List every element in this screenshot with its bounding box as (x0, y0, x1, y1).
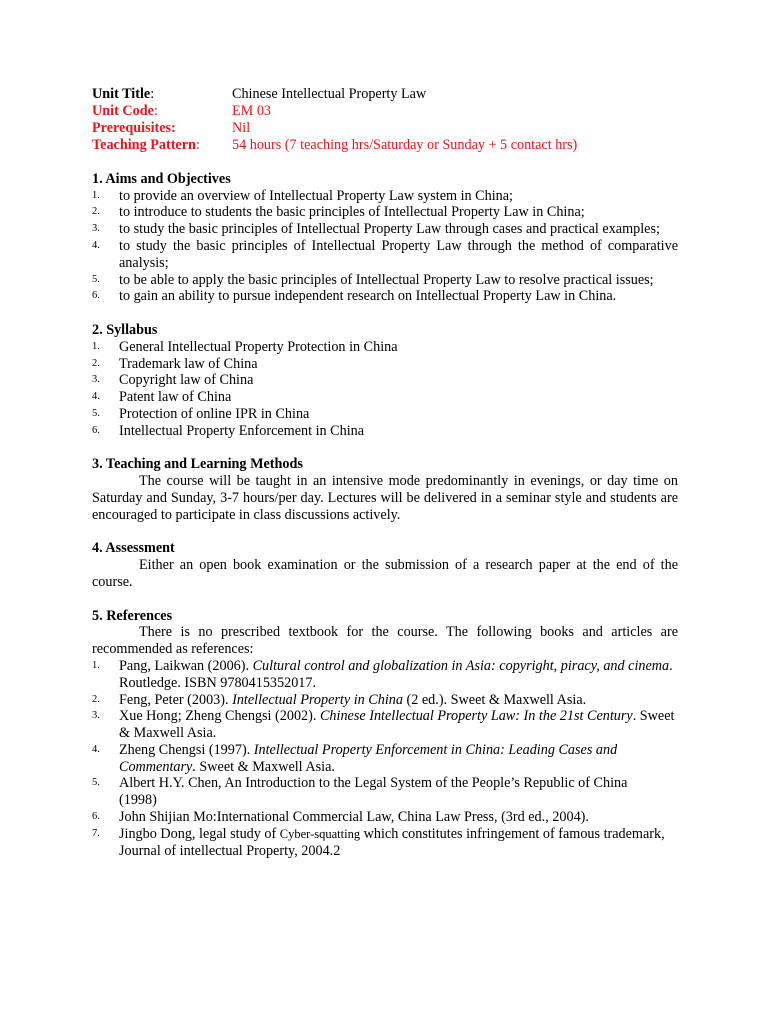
teaching-heading: 3. Teaching and Learning Methods (92, 456, 303, 473)
list-item: 4. Patent law of China (92, 389, 232, 406)
list-item: 3. Xue Hong; Zheng Chengsi (2002). Chinese Intellectual Property Law: In the 21st Century. Sweet & Maxwell Asia. (92, 708, 675, 742)
teaching-paragraph: The course will be taught in an intensive mode predominantly in evenings, or day time on Saturday and Sunday, 3-7 hours/per day. Lectures will be delivered in a seminar style and students are encouraged to participate in class discussions actively. (92, 473, 678, 523)
aims-section (92, 171, 678, 305)
unit-code-value: EM 03 (232, 103, 272, 119)
assessment-heading: 4. Assessment (92, 540, 175, 557)
list-item: 3. to study the basic principles of Intellectual Property Law through cases and practical examples; (92, 221, 660, 238)
list-item: 5. Protection of online IPR in China (92, 405, 310, 422)
teaching-pattern-value: 54 hours (7 teaching hrs/Saturday or Sunday + 5 contact hrs) (232, 137, 578, 153)
unit-code-row: Unit Code: EM 03 (92, 103, 272, 119)
assessment-section (92, 540, 678, 590)
unit-title-label: Unit Title (92, 86, 151, 102)
list-item: 6. John Shijian Mo:International Commercial Law, China Law Press, (3rd ed., 2004). (92, 809, 589, 826)
unit-title-value: Chinese Intellectual Property Law (232, 86, 427, 102)
list-item: 7. Jingbo Dong, legal study of Cyber-squatting which constitutes infringement of famous trademark, Journal of intellectual Property, 2004.2 (92, 825, 665, 859)
list-item: 1. Pang, Laikwan (2006). Cultural control and globalization in Asia: copyright, piracy, and cinema. Routledge. ISBN 9780415352017. (92, 657, 673, 691)
list-item: 6. Intellectual Property Enforcement in China (92, 422, 365, 439)
teaching-pattern-row: Teaching Pattern: 54 hours (7 teaching hrs/Saturday or Sunday + 5 contact hrs) (92, 137, 578, 153)
prerequisites-row (92, 120, 678, 137)
list-item: 3. Copyright law of China (92, 372, 254, 389)
syllabus-list (92, 339, 678, 440)
list-item: 4. Zheng Chengsi (1997). Intellectual Property Enforcement in China: Leading Cases and Commentary. Sweet & Maxwell Asia. (92, 741, 618, 775)
references-section (92, 608, 678, 860)
aims-heading: 1. Aims and Objectives (92, 170, 231, 187)
aims-list (92, 188, 678, 306)
teaching-section (92, 456, 678, 523)
list-item: 1. to provide an overview of Intellectual Property Law system in China; (92, 187, 513, 204)
list-item: 5. to be able to apply the basic principles of Intellectual Property Law to resolve practical issues; (92, 271, 654, 288)
references-list (92, 658, 678, 860)
list-item: 6. to gain an ability to pursue independent research on Intellectual Property Law in China. (92, 288, 617, 305)
list-item: 2. to introduce to students the basic principles of Intellectual Property Law in China; (92, 204, 585, 221)
document-page (92, 86, 678, 859)
assessment-paragraph: Either an open book examination or the submission of a research paper at the end of the course. (92, 557, 678, 590)
references-intro: There is no prescribed textbook for the course. The following books and articles are recommended as references: (92, 624, 678, 658)
prerequisites-value: Nil (232, 120, 251, 136)
prerequisites-label: Prerequisites: (92, 120, 176, 136)
references-heading: 5. References (92, 607, 173, 624)
unit-header (92, 86, 678, 154)
list-item: 2. Trademark law of China (92, 355, 258, 372)
unit-title-row: Unit Title: Chinese Intellectual Property Law (92, 86, 427, 102)
list-item: 4. to study the basic principles of Intellectual Property Law through the method of comparative analysis; (92, 237, 678, 271)
syllabus-heading: 2. Syllabus (92, 321, 158, 338)
unit-code-label: Unit Code (92, 103, 154, 119)
list-item: 1. General Intellectual Property Protection in China (92, 338, 398, 355)
list-item: 2. Feng, Peter (2003). Intellectual Property in China (2 ed.). Sweet & Maxwell Asia. (92, 691, 587, 708)
teaching-pattern-label: Teaching Pattern (92, 137, 196, 153)
syllabus-section (92, 322, 678, 440)
list-item: 5. Albert H.Y. Chen, An Introduction to the Legal System of the People’s Republic of China (1998) (92, 775, 628, 809)
